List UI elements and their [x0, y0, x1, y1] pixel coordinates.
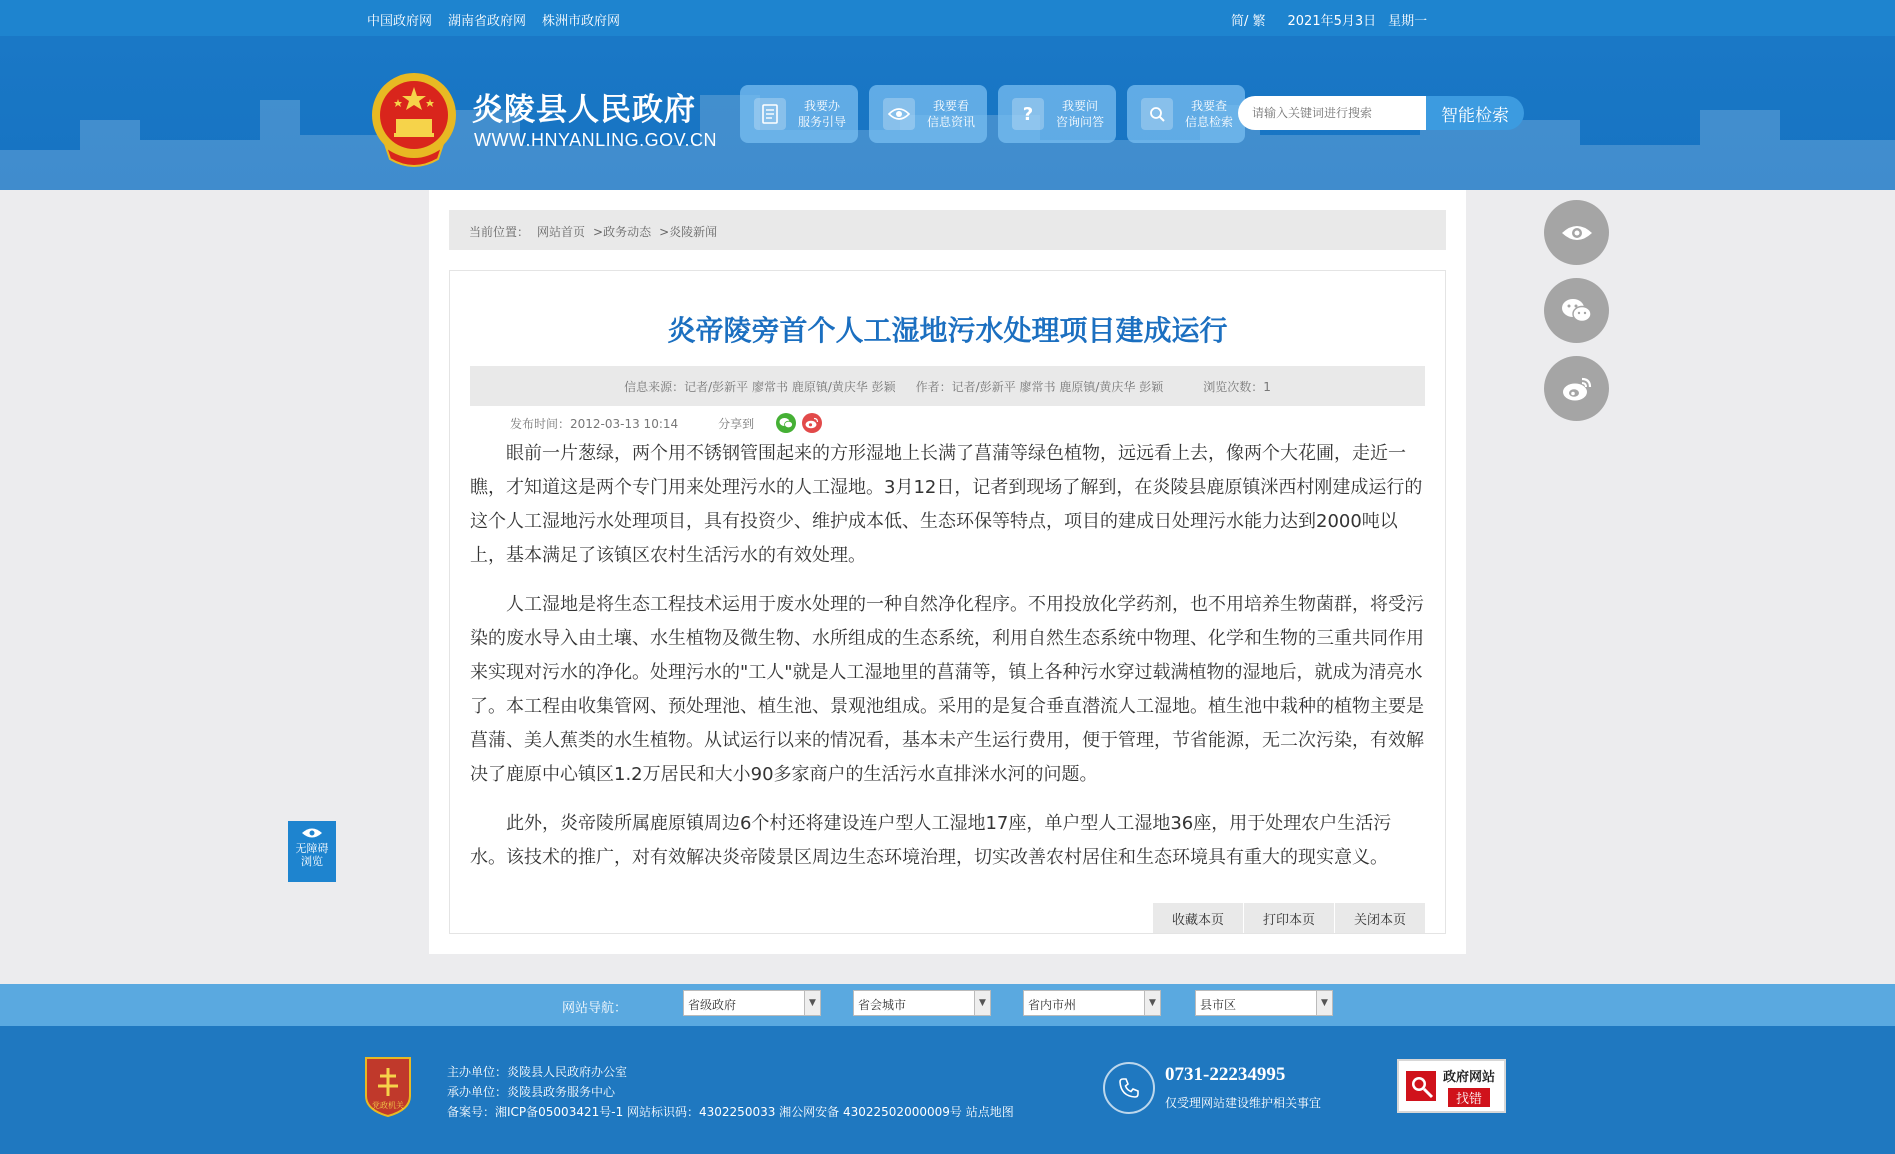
select-value: 县市区 — [1200, 998, 1237, 1012]
footer-host: 主办单位：炎陵县人民政府办公室 — [447, 1065, 628, 1079]
quick-link-search[interactable] — [1127, 85, 1245, 143]
chevron-down-icon: ▼ — [1144, 991, 1160, 1015]
quick-link-services[interactable] — [740, 85, 858, 143]
accessibility-label-line1: 无障碍 — [295, 842, 329, 855]
quick-link-title: 我要查 — [1191, 99, 1228, 113]
breadcrumb — [449, 210, 1446, 250]
quick-link-subtitle: 信息检索 — [1185, 115, 1234, 129]
site-nav-bar — [0, 984, 1895, 1026]
site-footer — [0, 1026, 1895, 1154]
weibo-icon — [1562, 376, 1592, 402]
quick-link-title: 我要办 — [804, 99, 841, 113]
accessibility-label-line2: 浏览 — [301, 855, 323, 868]
findbug-title: 政府网站 — [1443, 1069, 1496, 1085]
eye-icon — [301, 827, 323, 839]
national-emblem-logo — [366, 69, 462, 169]
article-body — [470, 437, 1425, 890]
phone-icon — [1103, 1062, 1155, 1114]
current-weekday: 星期一 — [1388, 14, 1428, 29]
quick-link-title: 我要看 — [933, 99, 970, 113]
breadcrumb-home[interactable]: 网站首页 — [537, 225, 586, 239]
bookmark-button[interactable]: 收藏本页 — [1153, 903, 1243, 933]
quick-link-title: 我要问 — [1062, 99, 1099, 113]
eye-icon — [1561, 223, 1593, 243]
article-tools — [1152, 903, 1425, 933]
party-gov-badge-logo[interactable] — [362, 1056, 414, 1118]
breadcrumb-label: 当前位置： — [469, 225, 530, 239]
findbug-subtitle: 找错 — [1448, 1088, 1490, 1107]
wechat-share-icon[interactable] — [776, 413, 796, 433]
footer-phone: 0731-22234995 — [1165, 1064, 1286, 1085]
main-content — [429, 190, 1466, 954]
search-icon — [1141, 98, 1173, 130]
chevron-down-icon: ▼ — [974, 991, 990, 1015]
share-label: 分享到 — [718, 416, 755, 431]
publish-time: 发布时间：2012-03-13 10:14 — [510, 416, 679, 431]
select-value: 省会城市 — [858, 998, 907, 1012]
question-icon: ? — [1012, 98, 1044, 130]
select-value: 省级政府 — [688, 998, 737, 1012]
weibo-share-icon[interactable] — [802, 413, 822, 433]
article-source: 信息来源：记者/彭新平 廖常书 鹿原镇/黄庆华 彭颖 — [624, 379, 896, 394]
select-capital-cities[interactable] — [853, 990, 991, 1016]
magnifier-icon — [1405, 1070, 1437, 1102]
eye-icon — [883, 98, 915, 130]
badge-text: 党政机关 — [372, 1101, 404, 1110]
site-url: WWW.HNYANLING.GOV.CN — [474, 130, 718, 150]
top-bar — [0, 0, 1895, 36]
article-meta — [470, 366, 1425, 406]
chevron-down-icon: ▼ — [1316, 991, 1332, 1015]
breadcrumb-gov-news[interactable]: >政务动态 — [593, 225, 652, 239]
site-name[interactable]: 炎陵县人民政府 — [472, 92, 696, 128]
current-date: 2021年5月3日 — [1287, 14, 1377, 29]
select-province-cities[interactable] — [1023, 990, 1161, 1016]
wechat-icon — [1561, 298, 1593, 324]
top-links — [367, 10, 620, 29]
select-value: 省内市州 — [1028, 998, 1077, 1012]
float-wechat-button[interactable] — [1544, 278, 1609, 343]
document-icon — [754, 98, 786, 130]
footer-info — [447, 1062, 1014, 1122]
breadcrumb-yanling-news[interactable]: >炎陵新闻 — [659, 225, 718, 239]
article-paragraph: 此外，炎帝陵所属鹿原镇周边6个村还将建设连户型人工湿地17座，单户型人工湿地36座，用于处理农户生活污水。该技术的推广，对有效解决炎帝陵景区周边生态环境治理，切实改善农村居住和生态环境具有重大的现实意义。 — [470, 813, 1392, 868]
site-header — [0, 36, 1895, 190]
float-weibo-button[interactable] — [1544, 356, 1609, 421]
article-views: 浏览次数：1 — [1203, 379, 1271, 394]
article-paragraph: 眼前一片葱绿，两个用不锈钢管围起来的方形湿地上长满了菖蒲等绿色植物，远远看上去，像两个大花圃，走近一瞧，才知道这是两个专门用来处理污水的人工湿地。3月12日，记者到现场了解到，在炎陵县鹿原镇洣西村刚建成运行的这个人工湿地污水处理项目，具有投资少、维护成本低、生态环保等特点，项目的建成日处理污水能力达到2000吨以上，基本满足了该镇区农村生活污水的有效处理。 — [470, 443, 1423, 566]
footer-operator: 承办单位：炎陵县政务服务中心 — [447, 1085, 616, 1099]
language-toggle[interactable]: 简/ 繁 — [1231, 14, 1266, 29]
article-paragraph: 人工湿地是将生态工程技术运用于废水处理的一种自然净化程序。不用投放化学药剂，也不用培养生物菌群，将受污染的废水导入由土壤、水生植物及微生物、水所组成的生态系统，利用自然生态系统中物理、化学和生物的三重共同作用来实现对污水的净化。处理污水的"工人"就是人工湿地里的菖蒲等，镇上各种污水穿过载满植物的湿地后，就成为清亮水了。本工程由收集管网、预处理池、植生池、景观池组成。采用的是复合垂直潜流人工湿地。植生池中栽种的植物主要是菖蒲、美人蕉类的水生植物。从试运行以来的情况看，基本未产生运行费用，便于管理，节省能源，无二次污染，有效解决了鹿原中心镇区1.2万居民和大小90多家商户的生活污水直排洣水河的问题。 — [470, 594, 1424, 785]
article-title: 炎帝陵旁首个人工湿地污水处理项目建成运行 — [667, 314, 1228, 347]
select-provincial-gov[interactable] — [683, 990, 821, 1016]
search-button[interactable]: 智能检索 — [1426, 96, 1524, 130]
article-author: 作者：记者/彭新平 廖常书 鹿原镇/黄庆华 彭颖 — [915, 379, 1164, 394]
site-nav-label: 网站导航： — [562, 1001, 628, 1016]
quick-link-subtitle: 信息资讯 — [927, 115, 976, 129]
search-input[interactable] — [1238, 96, 1426, 130]
quick-link-subtitle: 咨询问答 — [1056, 115, 1105, 129]
link-china-gov[interactable]: 中国政府网 — [367, 14, 433, 29]
quick-link-questions[interactable] — [998, 85, 1116, 143]
top-right — [1231, 10, 1427, 29]
article — [449, 270, 1446, 934]
link-zhuzhou-gov[interactable]: 株洲市政府网 — [542, 14, 621, 29]
link-hunan-gov[interactable]: 湖南省政府网 — [448, 14, 527, 29]
footer-phone-note: 仅受理网站建设维护相关事宜 — [1165, 1096, 1322, 1110]
select-counties[interactable] — [1195, 990, 1333, 1016]
accessibility-button[interactable] — [288, 821, 336, 882]
close-page-button[interactable]: 关闭本页 — [1335, 903, 1425, 933]
publish-row — [510, 413, 822, 433]
quick-link-subtitle: 服务引导 — [798, 115, 847, 129]
float-eye-button[interactable] — [1544, 200, 1609, 265]
footer-record: 备案号：湘ICP备05003421号-1 网站标识码：4302250033 湘公网安备 43022502000009号 站点地图 — [447, 1105, 1014, 1119]
quick-link-news[interactable] — [869, 85, 987, 143]
gov-site-find-error-button[interactable] — [1397, 1059, 1506, 1113]
print-button[interactable]: 打印本页 — [1244, 903, 1334, 933]
chevron-down-icon: ▼ — [804, 991, 820, 1015]
